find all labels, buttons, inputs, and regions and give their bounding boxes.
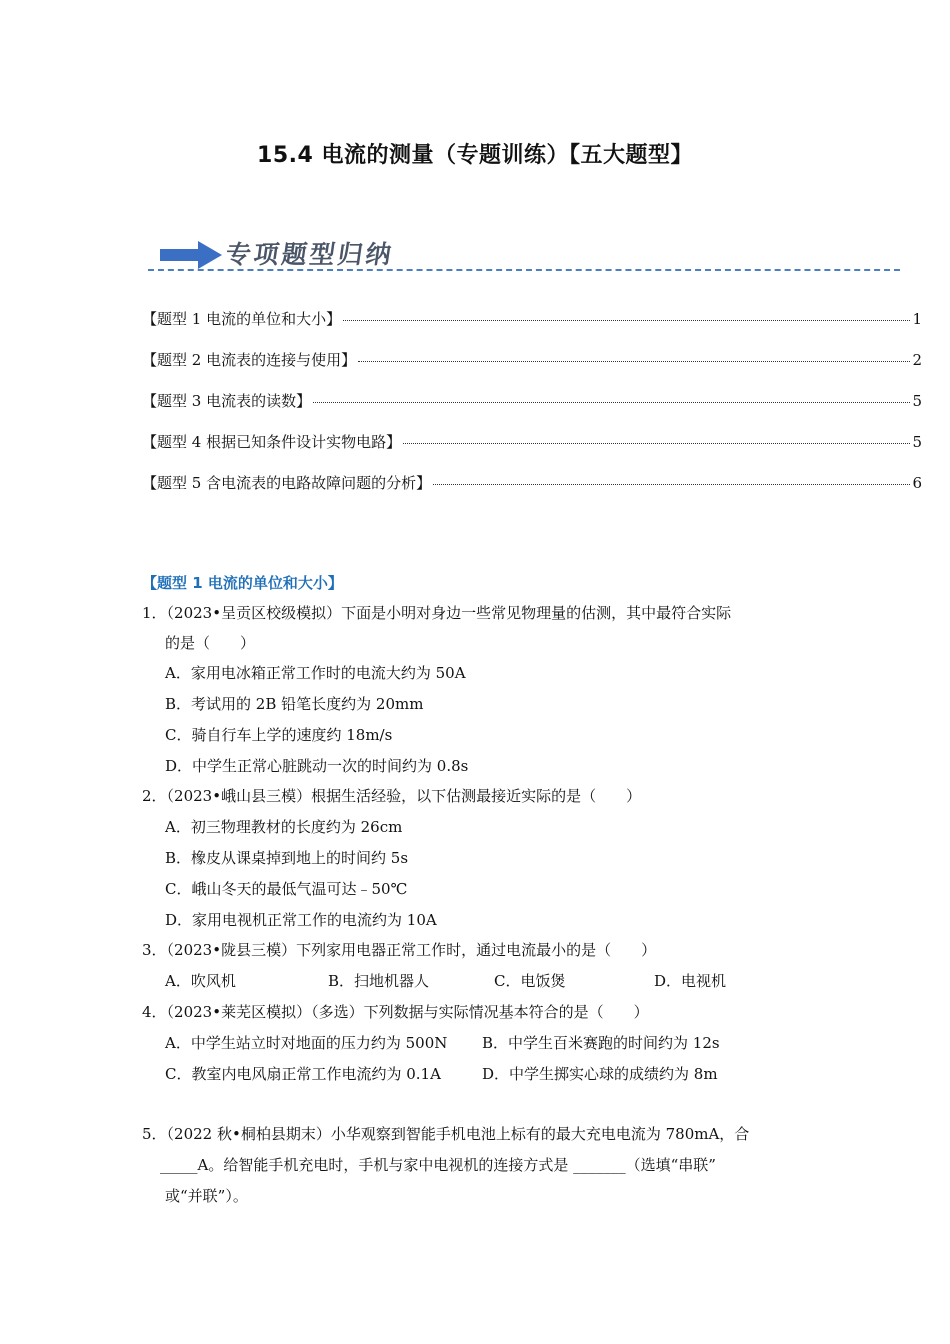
- toc-entry[interactable]: [142, 308, 922, 349]
- question-stem: 2．（2023•峨山县三模）根据生活经验，以下估测最接近实际的是（ ）: [142, 787, 642, 805]
- option-a: A．中学生站立时对地面的压力约为 500N: [165, 1034, 448, 1052]
- question-stem: 3．（2023•陇县三模）下列家用电器正常工作时，通过电流最小的是（ ）: [142, 941, 657, 959]
- option-b: B．橡皮从课桌掉到地上的时间约 5s: [165, 849, 409, 867]
- toc-leader: [433, 484, 910, 485]
- option-c: C．电饭煲: [494, 972, 566, 990]
- toc-leader: [358, 361, 910, 362]
- question-stem-continued: 的是（ ）: [165, 634, 256, 652]
- section-banner: [148, 235, 900, 275]
- option-d: D．中学生正常心脏跳动一次的时间约为 0.8s: [165, 757, 469, 775]
- banner-heading: 专项题型归纳: [223, 240, 396, 269]
- option-c: C．骑自行车上学的速度约 18m/s: [165, 726, 393, 744]
- option-d: D．家用电视机正常工作的电流约为 10A: [165, 911, 437, 929]
- banner-divider: [148, 269, 900, 273]
- toc-entry-label: 【题型 2 电流表的连接与使用】: [142, 351, 357, 369]
- toc-entry[interactable]: [142, 431, 922, 472]
- toc-leader: [343, 320, 910, 321]
- question-stem: 4．（2023•莱芜区模拟）（多选）下列数据与实际情况基本符合的是（ ）: [142, 1003, 649, 1021]
- toc-entry-label: 【题型 1 电流的单位和大小】: [142, 310, 342, 328]
- option-b: B．考试用的 2B 铅笔长度约为 20mm: [165, 695, 424, 713]
- toc-entry[interactable]: [142, 472, 922, 513]
- question-blank-line: _____A。给智能手机充电时，手机与家中电视机的连接方式是 _______（选填“串联”: [160, 1156, 716, 1174]
- toc-entry[interactable]: [142, 349, 922, 390]
- toc-entry-label: 【题型 3 电流表的读数】: [142, 392, 312, 410]
- option-c: C．教室内电风扇正常工作电流约为 0.1A: [165, 1065, 441, 1083]
- option-d: D．中学生掷实心球的成绩约为 8m: [482, 1065, 718, 1083]
- toc-leader: [313, 402, 910, 403]
- toc-entry-page: 5: [912, 392, 922, 410]
- option-c: C．峨山冬天的最低气温可达﹣50℃: [165, 880, 408, 898]
- toc-entry-page: 5: [912, 433, 922, 451]
- option-a: A．家用电冰箱正常工作时的电流大约为 50A: [165, 664, 466, 682]
- toc-entry-label: 【题型 5 含电流表的电路故障问题的分析】: [142, 474, 432, 492]
- toc-entry-label: 【题型 4 根据已知条件设计实物电路】: [142, 433, 402, 451]
- toc-entry-page: 1: [912, 310, 922, 328]
- toc-entry-page: 2: [912, 351, 922, 369]
- option-b: B．中学生百米赛跑的时间约为 12s: [482, 1034, 720, 1052]
- toc-entry-page: 6: [912, 474, 922, 492]
- toc-leader: [403, 443, 910, 444]
- section-heading: 【题型 1 电流的单位和大小】: [142, 574, 343, 592]
- question-stem-continued: 或“并联”）。: [165, 1187, 248, 1205]
- table-of-contents: [142, 308, 922, 513]
- question-stem: 1．（2023•呈贡区校级模拟）下面是小明对身边一些常见物理量的估测，其中最符合实际: [142, 604, 732, 622]
- option-a: A．初三物理教材的长度约为 26cm: [165, 818, 403, 836]
- question-stem: 5．（2022 秋•桐柏县期末）小华观察到智能手机电池上标有的最大充电电流为 780mA，合: [142, 1125, 750, 1143]
- arrow-right-icon: [160, 241, 222, 269]
- option-b: B．扫地机器人: [328, 972, 430, 990]
- page-title: 15.4 电流的测量（专题训练）【五大题型】: [257, 143, 693, 168]
- option-d: D．电视机: [654, 972, 727, 990]
- toc-entry[interactable]: [142, 390, 922, 431]
- option-a: A．吹风机: [165, 972, 236, 990]
